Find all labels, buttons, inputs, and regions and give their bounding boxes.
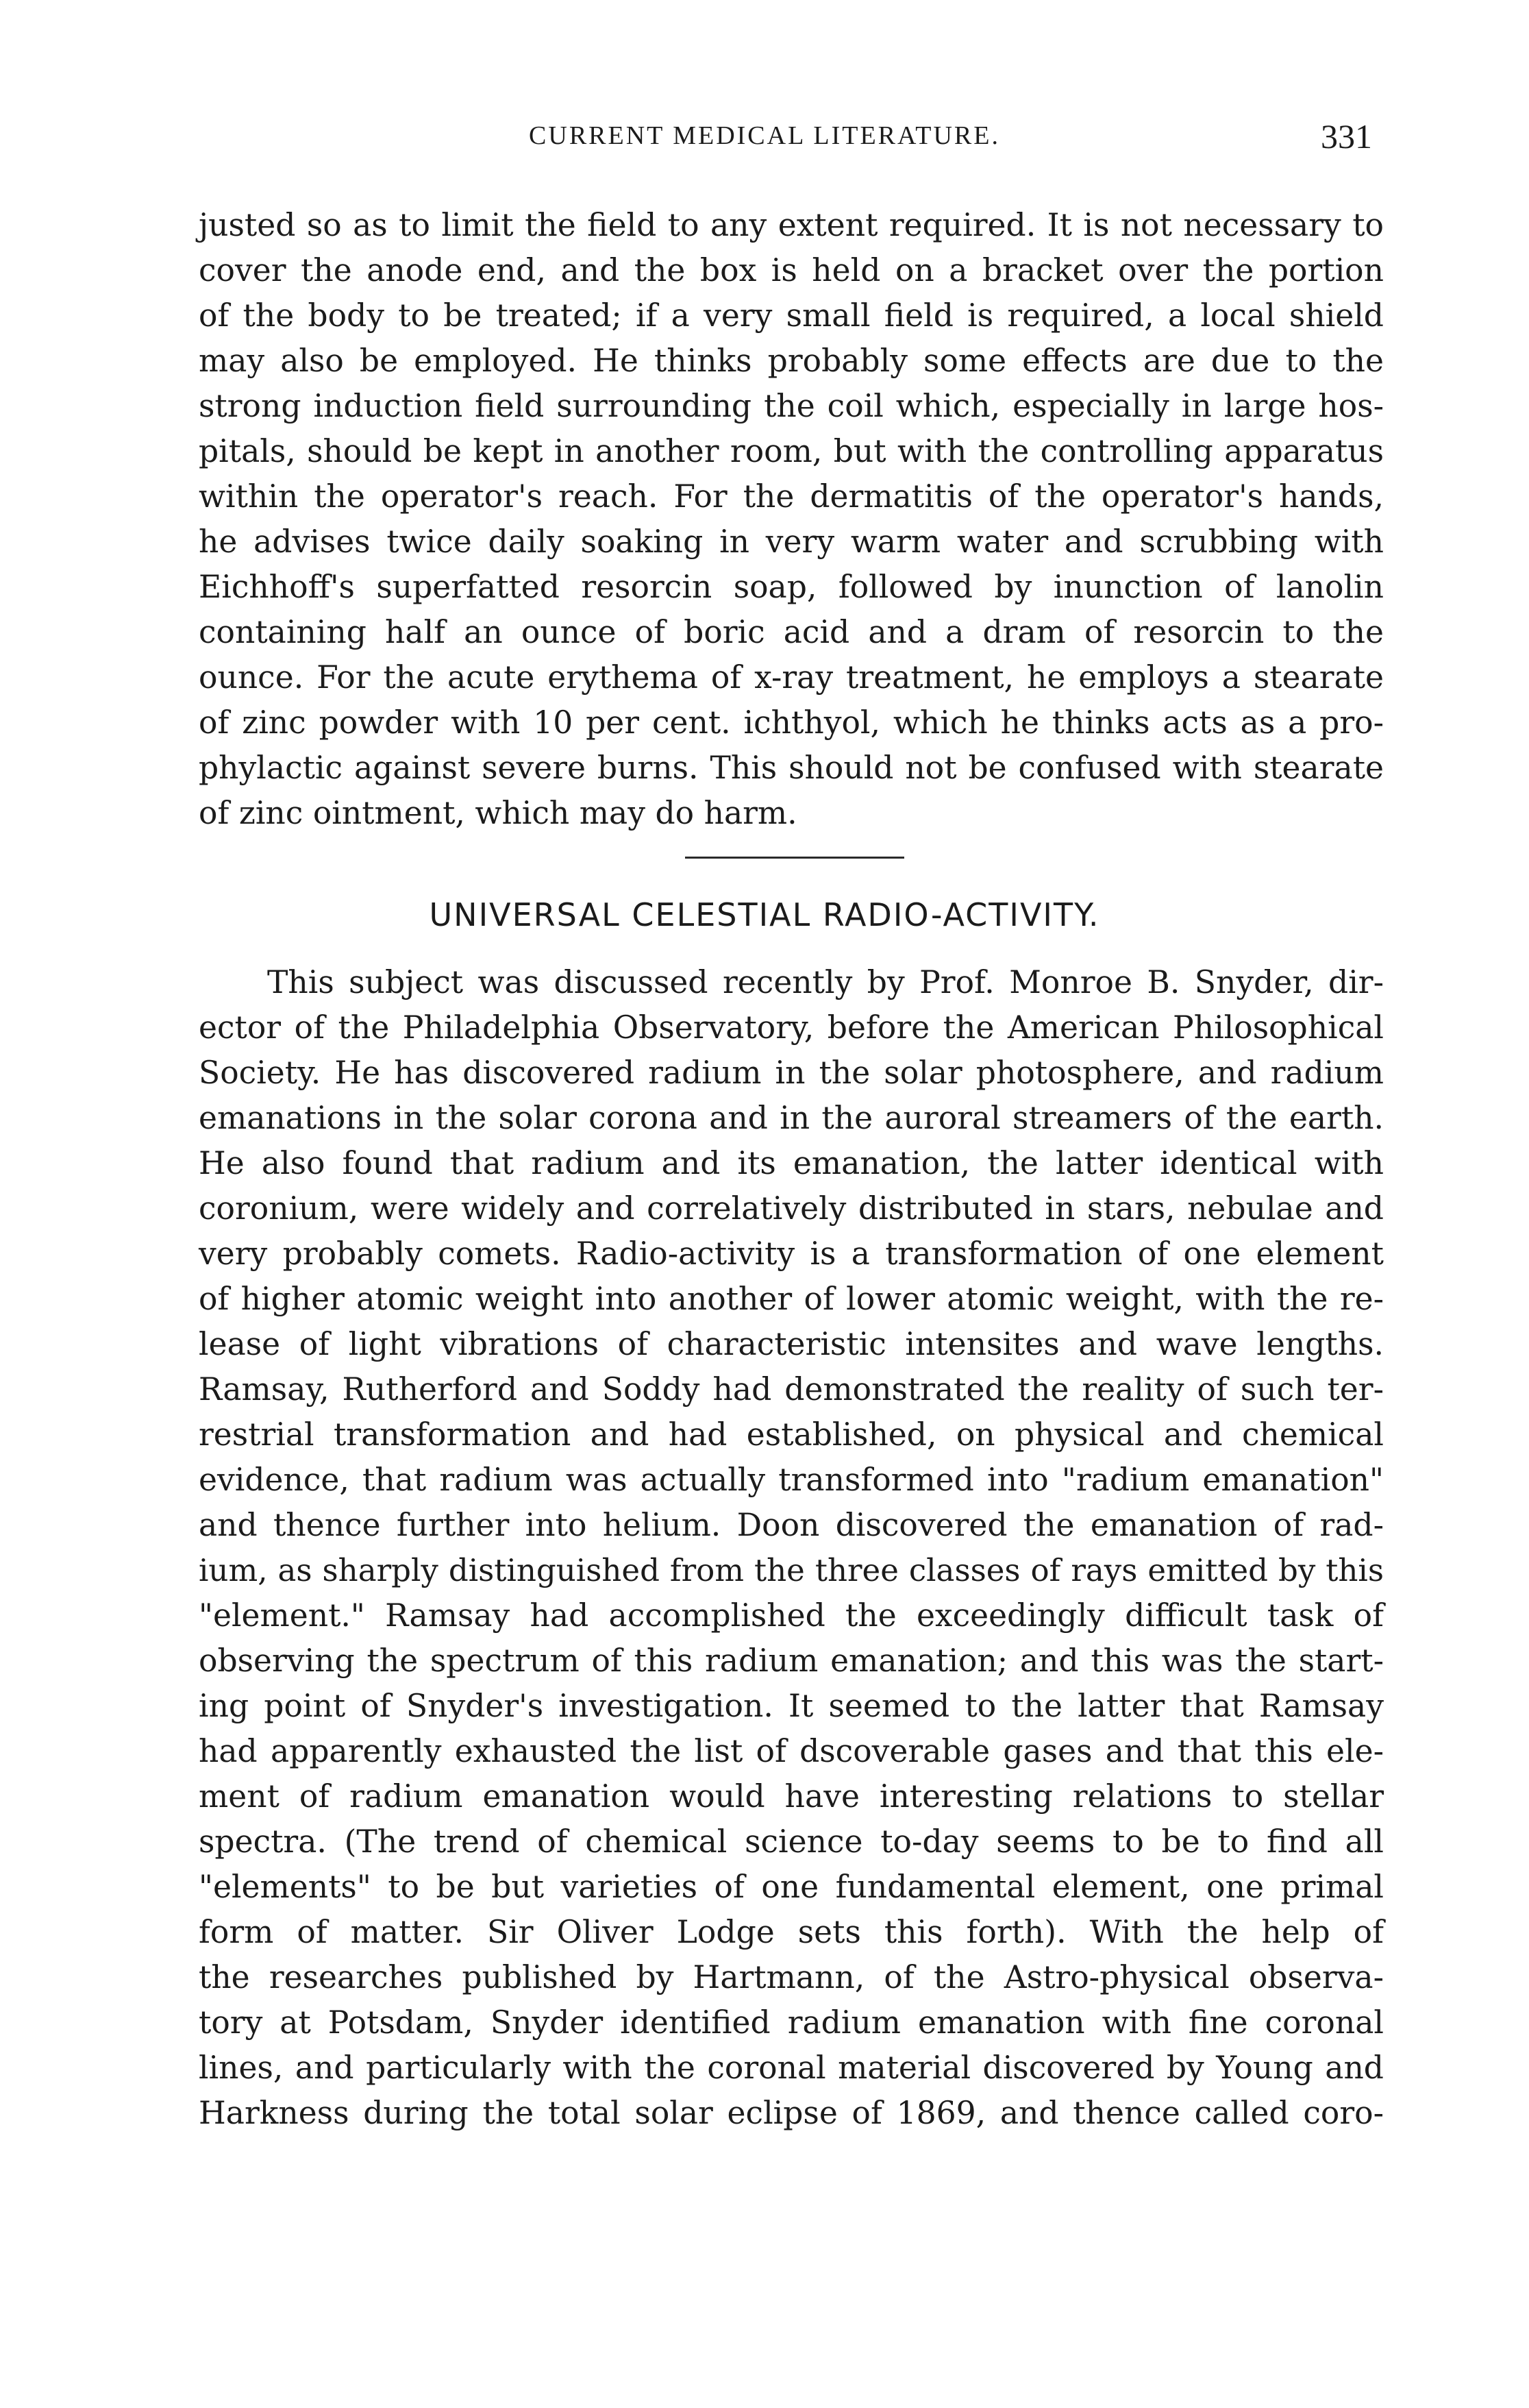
text-line: observing the spectrum of this radium emanation; and this was the start- — [199, 1643, 1384, 1679]
section-heading: UNIVERSAL CELESTIAL RADIO-ACTIVITY. — [429, 896, 1100, 933]
text-line: pitals, should be kept in another room, but with the controlling apparatus — [199, 433, 1384, 469]
page-number: 331 — [1321, 117, 1372, 156]
text-line: the researches published by Hartmann, of the Astro-physical observa- — [199, 1959, 1384, 1995]
article-paragraph — [199, 960, 1384, 2136]
running-head — [0, 117, 1529, 162]
text-line: had apparently exhausted the list of dscoverable gases and that this ele- — [199, 1733, 1384, 1769]
text-line: This subject was discussed recently by Prof. Monroe B. Snyder, dir- — [267, 964, 1384, 1000]
text-line: within the operator's reach. For the dermatitis of the operator's hands, — [199, 478, 1384, 515]
text-line: ing point of Snyder's investigation. It seemed to the latter that Ramsay — [199, 1688, 1384, 1724]
text-line: form of matter. Sir Oliver Lodge sets this forth). With the help of — [199, 1914, 1384, 1950]
text-line: "elements" to be but varieties of one fundamental element, one primal — [199, 1869, 1384, 1905]
text-line: emanations in the solar corona and in the auroral streamers of the earth. — [199, 1100, 1384, 1136]
section-divider — [685, 857, 904, 859]
text-line: of zinc ointment, which may do harm. — [199, 795, 797, 831]
paragraph-continuation — [199, 203, 1384, 836]
text-line: lines, and particularly with the coronal material discovered by Young and — [199, 2050, 1384, 2086]
text-line: tory at Potsdam, Snyder identified radium emanation with fine coronal — [199, 2004, 1384, 2041]
text-line: cover the anode end, and the box is held on a bracket over the portion — [199, 252, 1384, 288]
text-line: Eichhoff's superfatted resorcin soap, followed by inunction of lanolin — [199, 569, 1384, 605]
text-line: strong induction field surrounding the coil which, especially in large hos- — [199, 388, 1384, 424]
text-line: justed so as to limit the field to any extent required. It is not necessary to — [199, 207, 1384, 243]
text-line: He also found that radium and its emanation, the latter identical with — [199, 1145, 1384, 1181]
text-line: of zinc powder with 10 per cent. ichthyol, which he thinks acts as a pro- — [199, 704, 1384, 741]
text-line: containing half an ounce of boric acid and a dram of resorcin to the — [199, 614, 1384, 650]
running-title: CURRENT MEDICAL LITERATURE. — [529, 121, 1000, 150]
text-line: Ramsay, Rutherford and Soddy had demonstrated the reality of such ter- — [199, 1371, 1384, 1408]
text-line: ium, as sharply distinguished from the three classes of rays emitted by this — [199, 1552, 1384, 1588]
text-line: spectra. (The trend of chemical science to-day seems to be to find all — [199, 1823, 1384, 1860]
text-line: "element." Ramsay had accomplished the exceedingly difficult task of — [199, 1597, 1384, 1634]
text-line: of the body to be treated; if a very small field is required, a local shield — [199, 297, 1384, 334]
text-line: evidence, that radium was actually transformed into "radium emanation" — [199, 1462, 1384, 1498]
text-line: ment of radium emanation would have interesting relations to stellar — [199, 1778, 1384, 1815]
text-line: he advises twice daily soaking in very warm water and scrubbing with — [199, 524, 1384, 560]
text-line: phylactic against severe burns. This should not be confused with stearate — [199, 750, 1384, 786]
text-line: Harkness during the total solar eclipse of 1869, and thence called coro- — [199, 2095, 1384, 2131]
text-line: Society. He has discovered radium in the solar photosphere, and radium — [199, 1055, 1384, 1091]
text-line: and thence further into helium. Doon discovered the emanation of rad- — [199, 1507, 1384, 1543]
text-line: very probably comets. Radio-activity is a transformation of one element — [199, 1236, 1384, 1272]
text-line: may also be employed. He thinks probably some effects are due to the — [199, 343, 1384, 379]
text-line: ector of the Philadelphia Observatory, before the American Philosophical — [199, 1009, 1384, 1046]
text-line: coronium, were widely and correlatively distributed in stars, nebulae and — [199, 1190, 1384, 1227]
text-line: ounce. For the acute erythema of x-ray treatment, he employs a stearate — [199, 659, 1384, 696]
text-line: lease of light vibrations of characteristic intensites and wave lengths. — [199, 1326, 1384, 1362]
text-line: of higher atomic weight into another of lower atomic weight, with the re- — [199, 1281, 1384, 1317]
text-line: restrial transformation and had established, on physical and chemical — [199, 1416, 1384, 1453]
